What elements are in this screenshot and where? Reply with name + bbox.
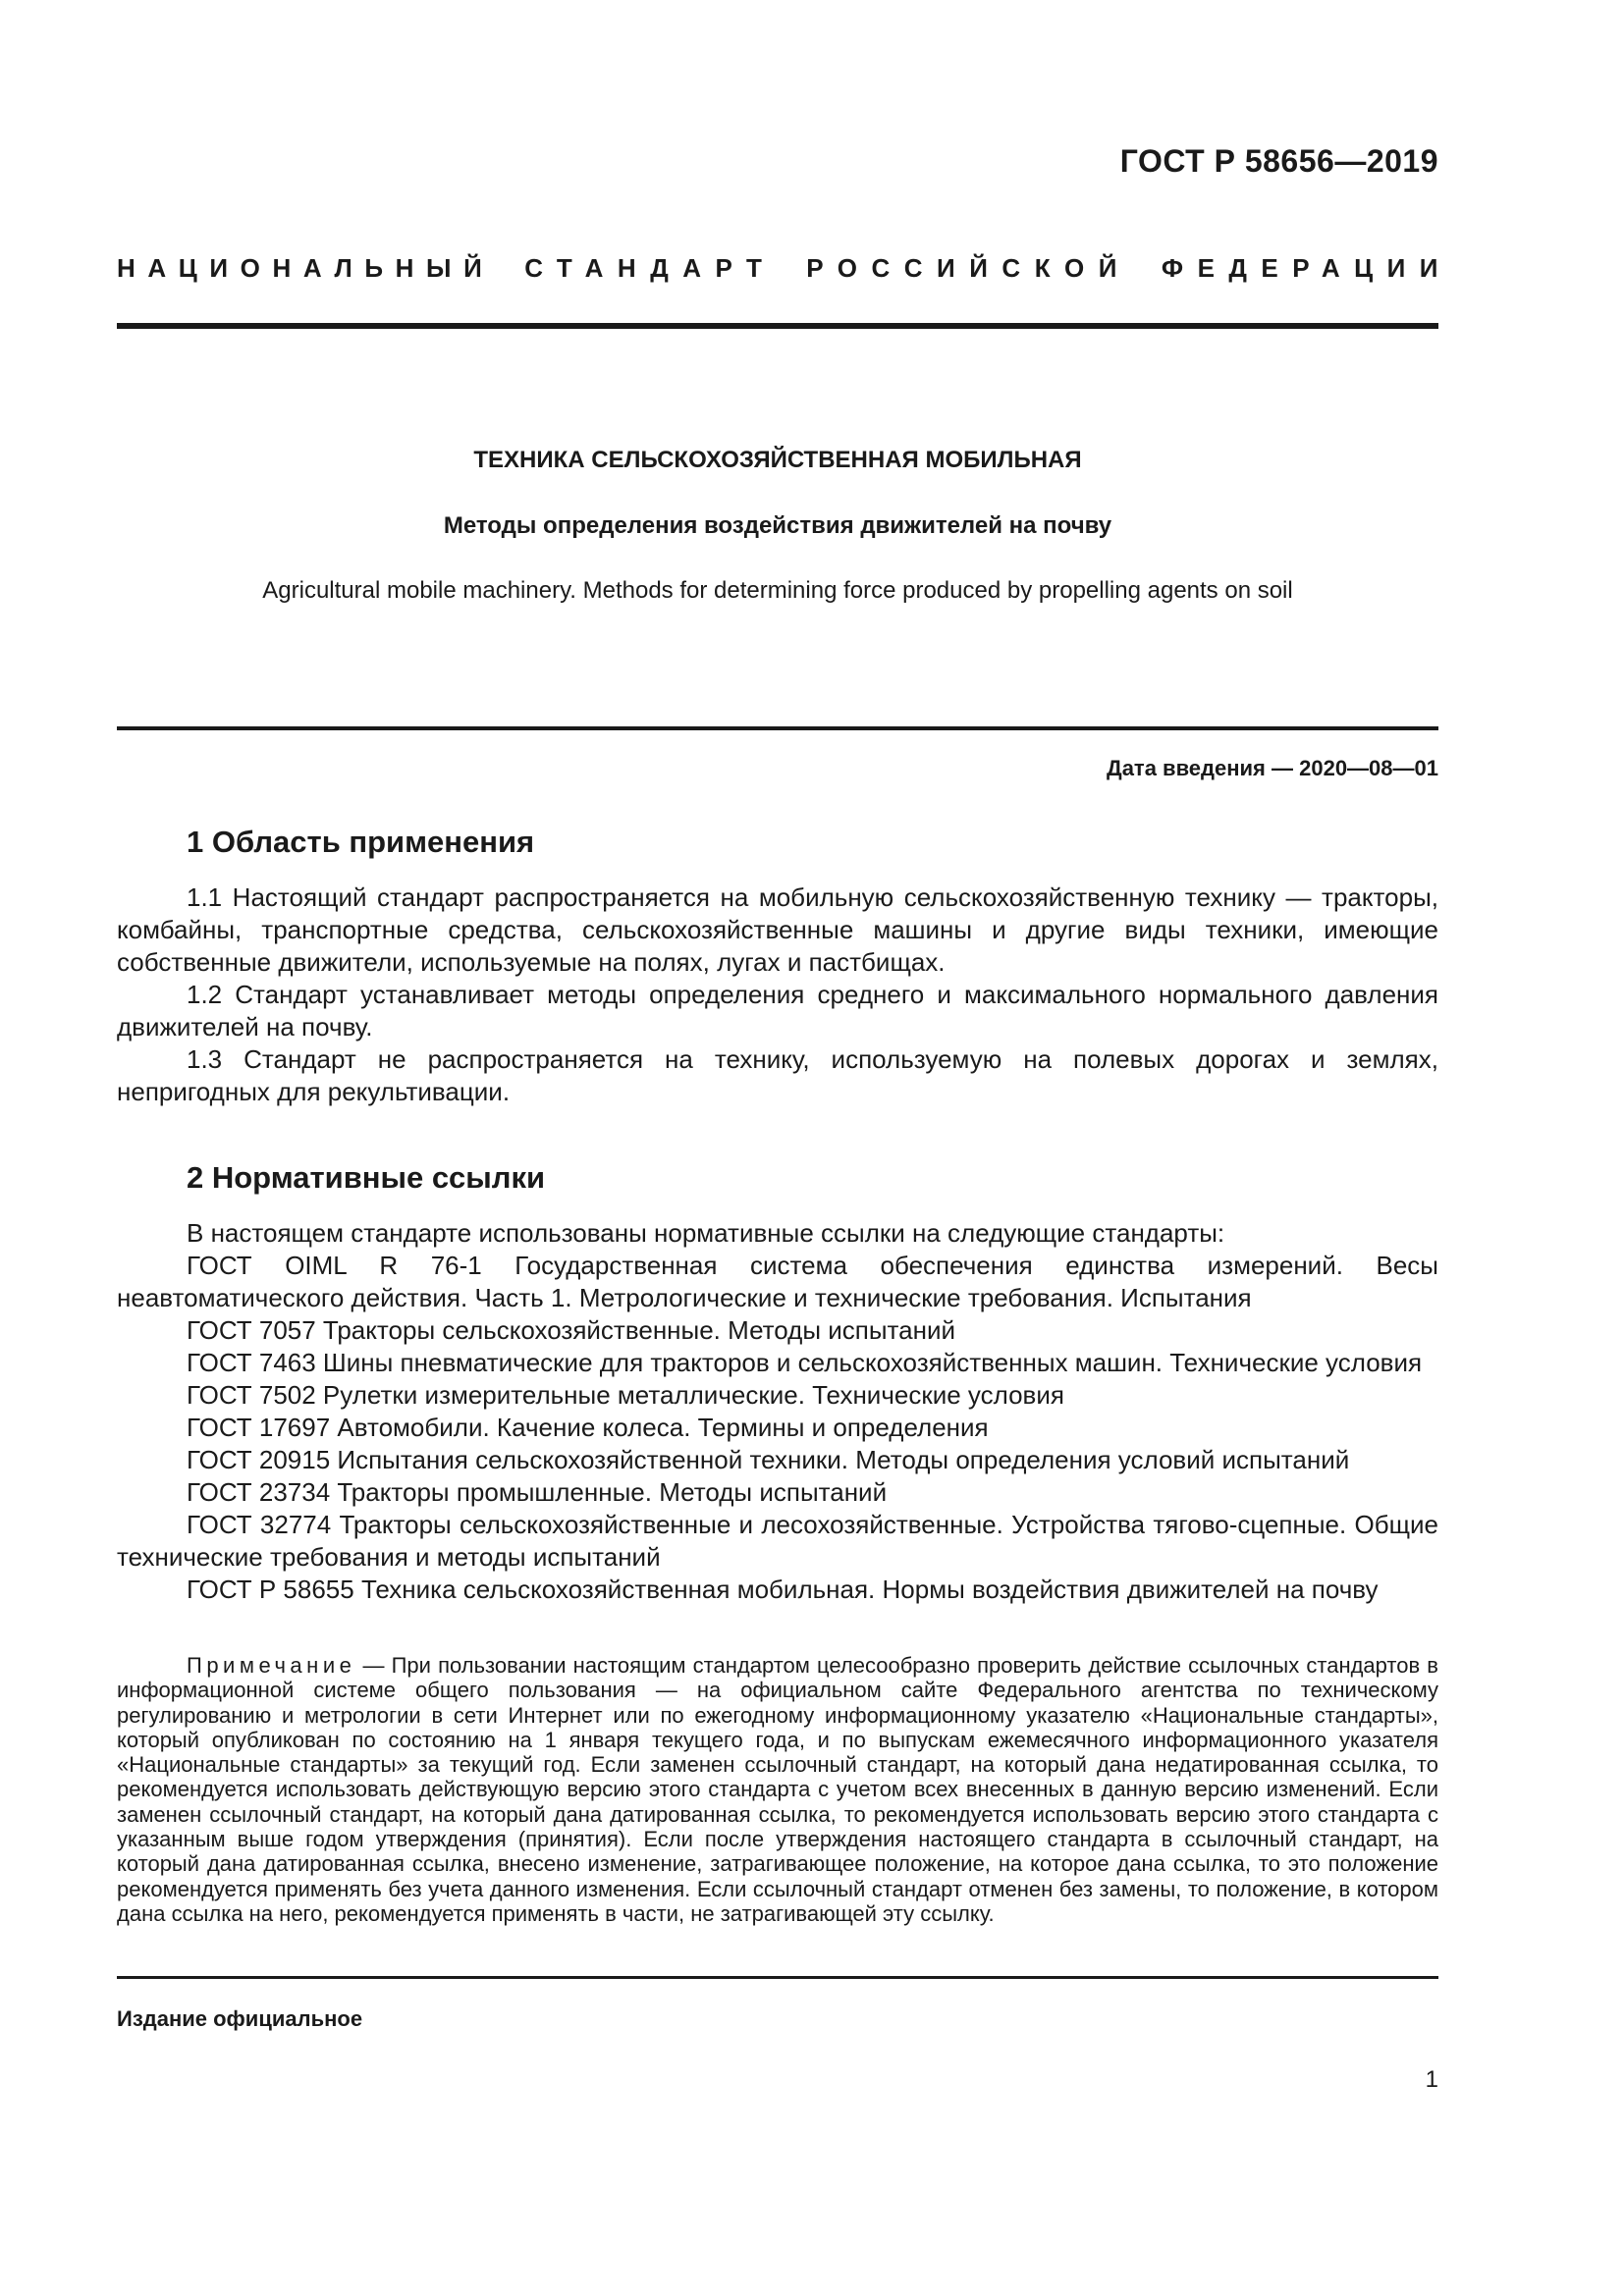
- reference-item: ГОСТ 32774 Тракторы сельскохозяйственные и лесохозяйственные. Устройства тягово-сцепные. Общие технические требования и методы испытаний: [117, 1510, 1438, 1572]
- section-scope: [117, 823, 1438, 1108]
- english-title: Agricultural mobile machinery. Methods for determining force produced by propelling agents on soil: [262, 577, 1293, 604]
- banner-word: ФЕДЕРАЦИИ: [1161, 253, 1452, 283]
- paragraph: 1.2 Стандарт устанавливает методы определения среднего и максимального нормального давления движителей на почву.: [117, 980, 1438, 1041]
- document-title: ТЕХНИКА СЕЛЬСКОХОЗЯЙСТВЕННАЯ МОБИЛЬНАЯ: [473, 447, 1082, 473]
- paragraph: 1.3 Стандарт не распространяется на технику, используемую на полевых дорогах и землях, непригодных для рекультивации.: [117, 1044, 1438, 1106]
- note-block: [117, 1653, 1438, 1926]
- paragraph: В настоящем стандарте использованы нормативные ссылки на следующие стандарты:: [187, 1218, 1225, 1248]
- paragraph: 1.1 Настоящий стандарт распространяется на мобильную сельскохозяйственную технику — тракторы, комбайны, транспортные средства, сельскохозяйственные машины и другие виды техники, имеющие собственные движители, используемые на полях, лугах и пастбищах.: [117, 882, 1438, 977]
- note-text: — При пользовании настоящим стандартом целесообразно проверить действие ссылочных стандартов в информационной системе общего пользования — на официальном сайте Федерального агентства по техническому регулированию и метрологии в сети Интернет или по ежегодному информационному указателю «Национальные стандарты», который опубликован по состоянию на 1 января текущего года, и по выпускам ежемесячного информационного указателя «Национальные стандарты» за текущий год. Если заменен ссылочный стандарт, на который дана недатированная ссылка, то рекомендуется использовать действующую версию этого стандарта с учетом всех внесенных в данную версию изменений. Если заменен ссылочный стандарт, на который дана датированная ссылка, то рекомендуется использовать версию этого стандарта с указанным выше годом утверждения (принятия). Если после утверждения настоящего стандарта в ссылочный стандарт, на который дана датированная ссылка, внесено изменение, затрагивающее положение, на которое дана ссылка, то это положение рекомендуется применять без учета данного изменения. Если ссылочный стандарт отменен без замены, то положение, в котором дана ссылка на него, рекомендуется применять в части, не затрагивающей эту ссылку.: [117, 1653, 1438, 1926]
- reference-item: ГОСТ Р 58655 Техника сельскохозяйственная мобильная. Нормы воздействия движителей на почву: [187, 1575, 1379, 1604]
- section-normative-references: [117, 1158, 1438, 1606]
- document-page: [117, 0, 1452, 2296]
- note-label: Примечание: [187, 1653, 356, 1678]
- official-edition-label: Издание официальное: [117, 2006, 363, 2031]
- title-divider: [117, 726, 1438, 730]
- reference-item: ГОСТ 23734 Тракторы промышленные. Методы испытаний: [187, 1477, 888, 1507]
- document-subtitle: Методы определения воздействия движителей на почву: [443, 512, 1112, 539]
- section-heading: 2 Нормативные ссылки: [187, 1160, 546, 1195]
- reference-item: ГОСТ 17697 Автомобили. Качение колеса. Термины и определения: [187, 1413, 989, 1442]
- reference-item: ГОСТ 7502 Рулетки измерительные металлические. Технические условия: [187, 1380, 1064, 1410]
- page-number: 1: [1425, 2066, 1438, 2093]
- banner-word: НАЦИОНАЛЬНЫЙ: [117, 253, 495, 283]
- reference-item: ГОСТ 20915 Испытания сельскохозяйственной техники. Методы определения условий испытаний: [187, 1445, 1350, 1474]
- reference-item: ГОСТ OIML R 76-1 Государственная система обеспечения единства измерений. Весы неавтоматического действия. Часть 1. Метрологические и технические требования. Испытания: [117, 1251, 1438, 1312]
- header-divider: [117, 323, 1438, 329]
- document-number: ГОСТ Р 58656—2019: [1119, 143, 1438, 179]
- national-standard-banner: [117, 253, 1452, 284]
- footer-divider: [117, 1976, 1438, 1979]
- reference-item: ГОСТ 7463 Шины пневматические для тракторов и сельскохозяйственных машин. Технические условия: [187, 1348, 1423, 1377]
- section-heading: 1 Область применения: [187, 825, 535, 859]
- banner-word: СТАНДАРТ: [524, 253, 777, 283]
- reference-item: ГОСТ 7057 Тракторы сельскохозяйственные. Методы испытаний: [187, 1315, 956, 1345]
- banner-word: РОССИЙСКОЙ: [806, 253, 1131, 283]
- introduction-date: Дата введения — 2020—08—01: [1107, 756, 1438, 780]
